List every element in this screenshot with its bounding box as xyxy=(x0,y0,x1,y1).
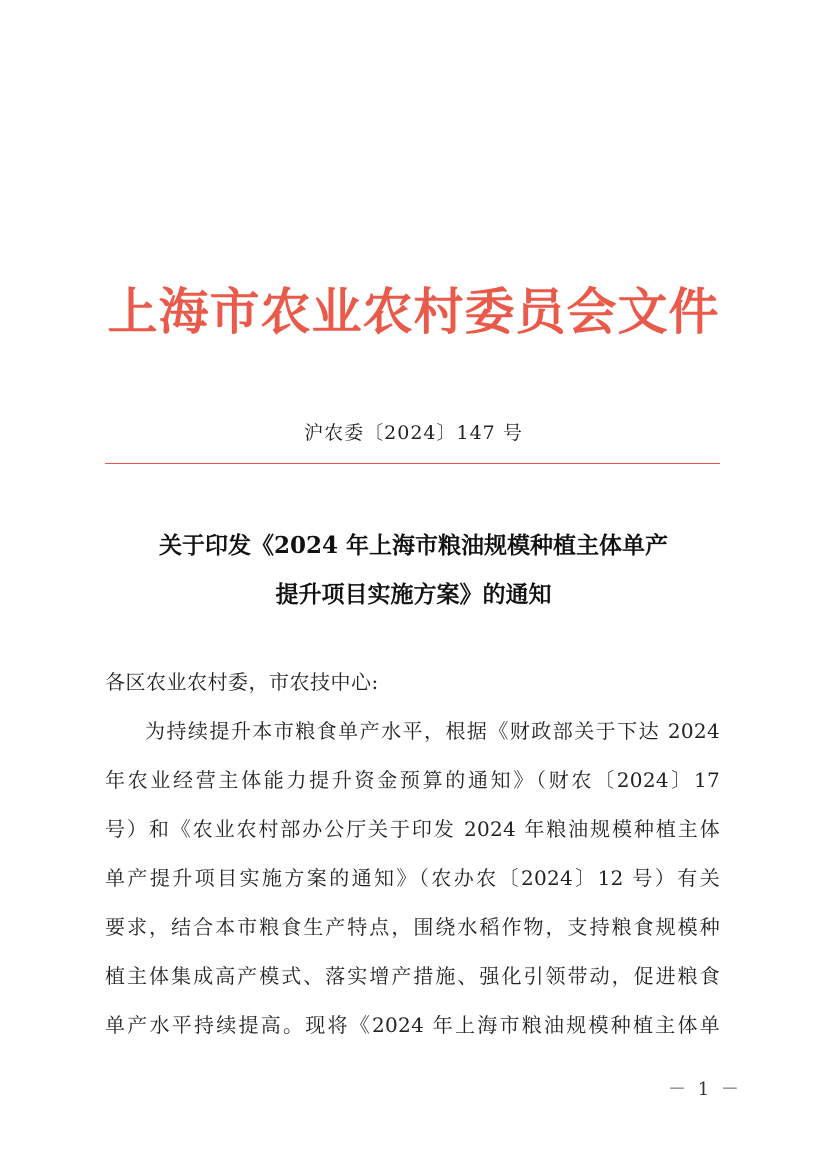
body-line: 号）和《农业农村部办公厅关于印发 2024 年粮油规模种植主体 xyxy=(105,817,720,841)
body-line: 单产水平持续提高。现将《2024 年上海市粮油规模种植主体单 xyxy=(105,1013,720,1037)
body-line: 植主体集成高产模式、落实增产措施、强化引领带动，促进粮食 xyxy=(105,964,720,988)
document-title-line-2: 提升项目实施方案》的通知 xyxy=(275,581,552,608)
red-divider-line xyxy=(105,463,720,464)
page-number: － 1 － xyxy=(668,1079,742,1100)
body-line: 年农业经营主体能力提升资金预算的通知》（财农〔2024〕17 xyxy=(105,768,720,792)
body-line: 单产提升项目实施方案的通知》（农办农〔2024〕12 号）有关 xyxy=(105,866,720,890)
body-line: 要求，结合本市粮食生产特点，围绕水稻作物，支持粮食规模种 xyxy=(105,915,720,939)
document-header-title: 上海市农业农村委员会文件 xyxy=(107,282,720,341)
document-number: 沪农委〔2024〕147 号 xyxy=(304,422,523,444)
document-title-line-1: 关于印发《2024 年上海市粮油规模种植主体单产 xyxy=(158,532,669,559)
salutation: 各区农业农村委，市农技中心: xyxy=(105,670,379,694)
body-line: 为持续提升本市粮食单产水平，根据《财政部关于下达 2024 xyxy=(145,719,720,743)
